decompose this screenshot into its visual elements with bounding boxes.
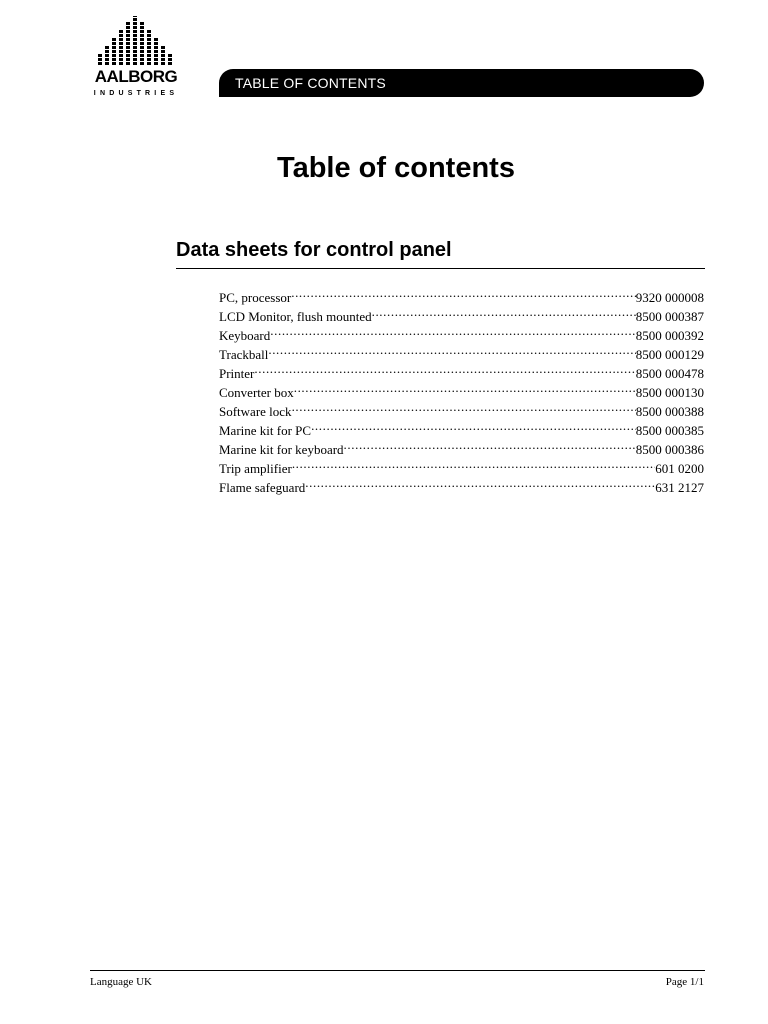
toc-entry[interactable]	[219, 378, 704, 400]
toc-leader-dots	[344, 435, 636, 454]
toc-entry[interactable]	[219, 397, 704, 419]
toc-entry-label: Marine kit for keyboard	[219, 442, 344, 457]
footer-divider	[90, 970, 705, 971]
footer-language: Language UK	[90, 976, 153, 988]
toc-entry-label: PC, processor	[219, 290, 292, 305]
toc-entry-number: 8500 000478	[635, 366, 704, 381]
toc-entry[interactable]	[219, 321, 704, 343]
section-heading: Data sheets for control panel	[176, 239, 452, 261]
toc-leader-dots	[292, 454, 655, 473]
toc-entry[interactable]	[219, 359, 704, 381]
toc-entry-number: 9320 000008	[635, 290, 704, 305]
toc-entry-number: 8500 000392	[635, 328, 704, 343]
toc-entry-label: Printer	[219, 366, 255, 381]
toc-leader-dots	[311, 416, 636, 435]
logo-mark-icon	[92, 16, 184, 68]
logo-subtitle: INDUSTRIES	[93, 90, 179, 97]
toc-entry-label: Software lock	[219, 404, 292, 419]
toc-entry-label: Keyboard	[219, 328, 271, 343]
footer-page-number: Page 1/1	[665, 976, 704, 988]
company-logo	[92, 16, 184, 100]
toc-entry-number: 601 0200	[655, 461, 704, 476]
toc-leader-dots	[270, 321, 635, 340]
toc-entry-label: Trip amplifier	[219, 461, 292, 476]
toc-leader-dots	[291, 283, 636, 302]
section-divider	[176, 268, 705, 269]
toc-entry[interactable]	[219, 454, 704, 476]
toc-entry[interactable]	[219, 302, 704, 324]
toc-entry-number: 8500 000129	[635, 347, 704, 362]
toc-entry-number: 8500 000385	[635, 423, 704, 438]
toc-leader-dots	[294, 378, 636, 397]
toc-entry-number: 631 2127	[655, 480, 704, 495]
toc-entry-number: 8500 000387	[635, 309, 704, 324]
toc-entry-label: Trackball	[219, 347, 269, 362]
toc-entry-label: Marine kit for PC	[219, 423, 312, 438]
toc-entry-number: 8500 000386	[635, 442, 704, 457]
toc-entry[interactable]	[219, 283, 704, 305]
toc-leader-dots	[372, 302, 636, 321]
toc-leader-dots	[268, 340, 635, 359]
toc-entry-number: 8500 000130	[635, 385, 704, 400]
page-title: Table of contents	[277, 152, 515, 184]
toc-entry[interactable]	[219, 340, 704, 362]
toc-leader-dots	[305, 473, 655, 492]
toc-entry-number: 8500 000388	[635, 404, 704, 419]
header-bar: TABLE OF CONTENTS	[219, 69, 704, 97]
toc-leader-dots	[254, 359, 635, 378]
toc-entry-label: Converter box	[219, 385, 294, 400]
toc-entry-label: LCD Monitor, flush mounted	[219, 309, 372, 324]
logo-name: AALBORG	[94, 67, 178, 86]
toc-leader-dots	[292, 397, 636, 416]
toc-entry-label: Flame safeguard	[219, 480, 306, 495]
toc-list	[219, 283, 704, 495]
